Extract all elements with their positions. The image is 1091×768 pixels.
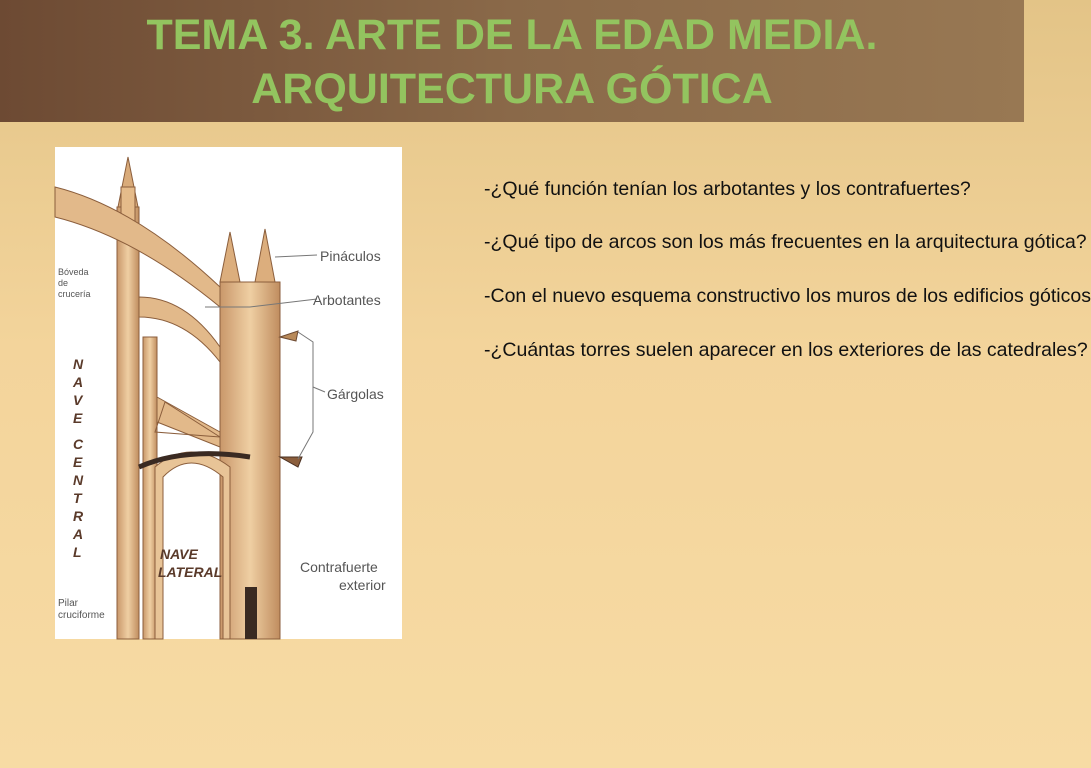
label-pinaculos: Pináculos (320, 248, 381, 264)
question-item: -¿Qué función tenían los arbotantes y los contrafuertes? (484, 178, 971, 200)
label-cruceria: crucería (58, 289, 91, 299)
label-exterior: exterior (339, 577, 386, 593)
title-line-2: ARQUITECTURA GÓTICA (251, 65, 773, 113)
question-item: -¿Cuántas torres suelen aparecer en los exteriores de las catedrales? (484, 339, 1088, 361)
question-item: -¿Qué tipo de arcos son los más frecuentes en la arquitectura gótica? (484, 231, 1087, 253)
nave-central-letter: L (73, 544, 82, 560)
title-line-1: TEMA 3. ARTE DE LA EDAD MEDIA. (146, 11, 878, 59)
nave-central-letter: R (73, 508, 84, 524)
label-nave-central (72, 356, 84, 560)
tower-pinnacle-left (220, 232, 240, 282)
nave-central-letter: A (73, 526, 84, 542)
nave-central-letter: T (73, 490, 82, 506)
nave-central-letter: C (73, 436, 84, 452)
label-pilar: Pilar (58, 598, 79, 609)
label-contrafuerte: Contrafuerte (300, 559, 378, 575)
nave-central-letter: V (73, 392, 83, 408)
label-boveda: Bóveda (58, 267, 89, 277)
label-nave-lateral-1: NAVE (160, 546, 198, 562)
label-arbotantes: Arbotantes (313, 292, 381, 308)
nave-central-letter: E (73, 454, 83, 470)
label-de: de (58, 278, 69, 288)
central-pillar (117, 207, 139, 639)
slide-title (0, 8, 1024, 116)
label-gargolas: Gárgolas (327, 386, 384, 402)
tower-pinnacle-right (255, 229, 275, 282)
nave-central-letter: N (73, 356, 84, 372)
label-cruciforme: cruciforme (58, 610, 105, 621)
questions-list (484, 168, 1091, 388)
question-item: -Con el nuevo esquema constructivo los muros de los edificios góticos (484, 285, 1091, 307)
nave-central-letter: A (73, 374, 84, 390)
nave-central-letter: N (73, 472, 84, 488)
label-nave-lateral-2: LATERAL (158, 564, 223, 580)
nave-central-letter: E (73, 410, 83, 426)
cathedral-diagram (55, 147, 402, 639)
gargoyle-upper (280, 331, 298, 341)
gothic-cathedral-section-illustration (55, 147, 402, 639)
